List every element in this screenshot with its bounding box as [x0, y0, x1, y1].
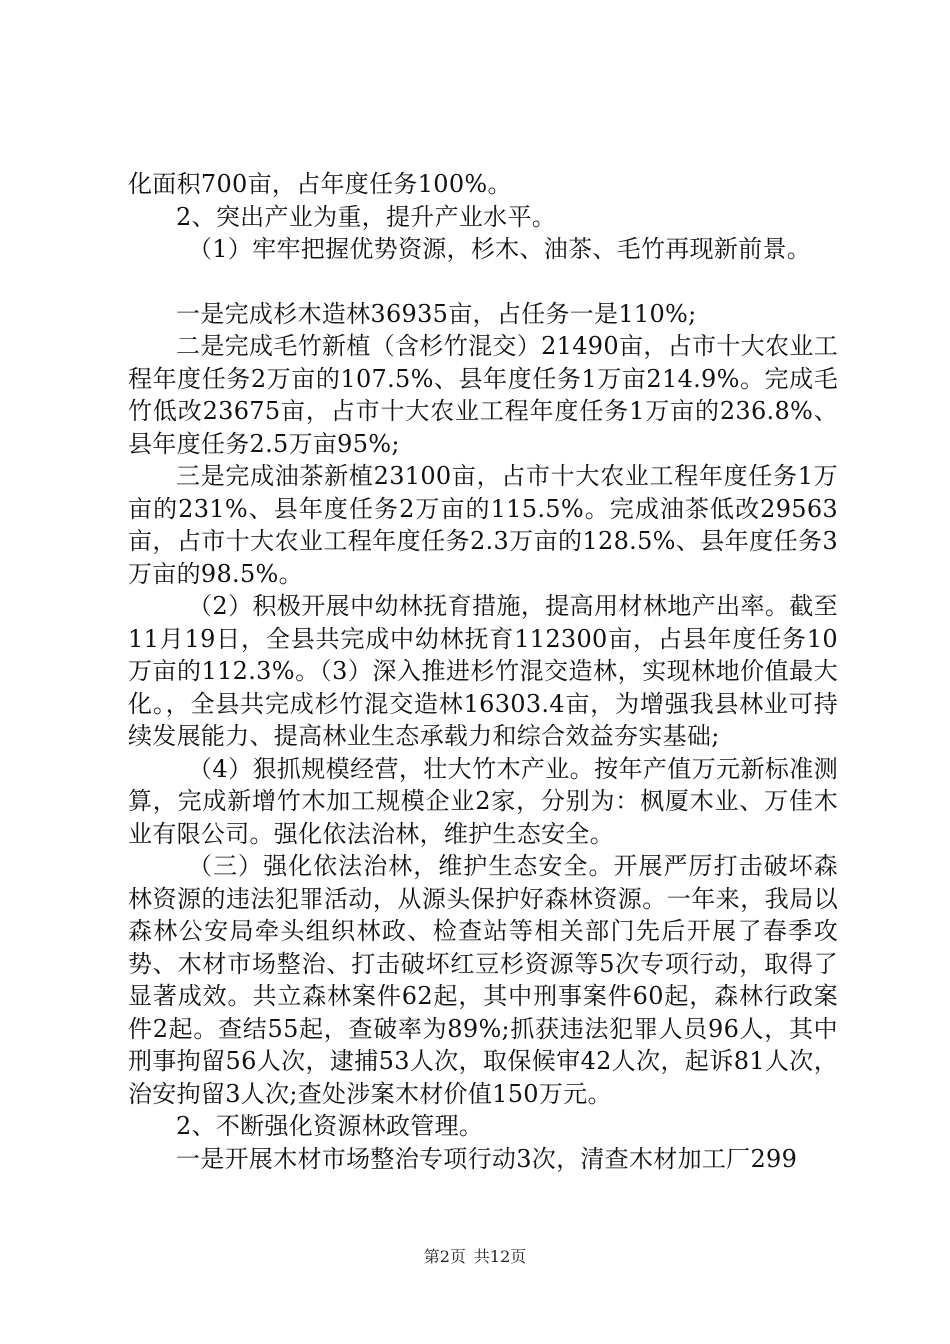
paragraph-section-heading-2: 2、不断强化资源林政管理。 — [176, 1112, 484, 1140]
paragraph-section-heading: 2、突出产业为重，提升产业水平。 — [176, 202, 557, 231]
paragraph-subheading-2: （2）积极开展中幼林抚育措施，提高用材林地产出率。截至11月19日，全县共完成中幼林抚育112300亩，占县年度任务10万亩的112.3%。（3）深入推进杉竹混交造林，实现林地价值最大化。，全县共完成杉竹混交造林16303.4亩，为增强我县林业可持续发展能力、提高林业生态承载力和综合效益夯实基础; — [128, 592, 838, 750]
paragraph-item-one: 一是完成杉木造林36935亩，占任务一是110%; — [176, 299, 697, 328]
paragraph-subheading-1: （1）牢牢把握优势资源，杉木、油茶、毛竹再现新前景。 — [188, 235, 812, 263]
paragraph-section-three: （三）强化依法治林，维护生态安全。开展严厉打击破坏森林资源的违法犯罪活动，从源头保护好森林资源。一年来，我局以森林公安局牵头组织林政、检查站等相关部门先后开展了春季攻势、木材市场整治、打击破坏红豆杉资源等5次专项行动，取得了显著成效。共立森林案件62起，其中刑事案件60起，森林行政案件2起。查结55起，查破率为89%;抓获违法犯罪人员96人，其中刑事拘留56人次，逮捕53人次，取保候审42人次，起诉81人次，治安拘留3人次;查处涉案木材价值150万元。 — [128, 852, 838, 1108]
paragraph-item-one-b: 一是开展木材市场整治专项行动3次，清查木材加工厂299 — [176, 1144, 798, 1173]
blank-line — [128, 266, 838, 298]
document-body — [128, 168, 838, 1175]
page-total: 共12页 — [473, 1247, 527, 1266]
paragraph-subheading-4: （4）狠抓规模经营，壮大竹木产业。按年产值万元新标准测算，完成新增竹木加工规模企业2家，分别为：枫厦木业、万佳木业有限公司。强化依法治林，维护生态安全。 — [128, 754, 838, 848]
paragraph-continuation: 化面积700亩，占年度任务100%。 — [128, 170, 512, 198]
paragraph-item-three: 三是完成油茶新植23100亩，占市十大农业工程年度任务1万亩的231%、县年度任务2万亩的115.5%。完成油茶低改29563亩，占市十大农业工程年度任务2.3万亩的128.5%、县年度任务3万亩的98.5%。 — [128, 462, 838, 588]
page-number: 第2页 — [423, 1247, 466, 1266]
paragraph-item-two: 二是完成毛竹新植（含杉竹混交）21490亩，占市十大农业工程年度任务2万亩的107.5%、县年度任务1万亩214.9%。完成毛竹低改23675亩，占市十大农业工程年度任务1万亩的236.8%、县年度任务2.5万亩95%; — [128, 332, 838, 458]
page-footer — [0, 1244, 950, 1267]
